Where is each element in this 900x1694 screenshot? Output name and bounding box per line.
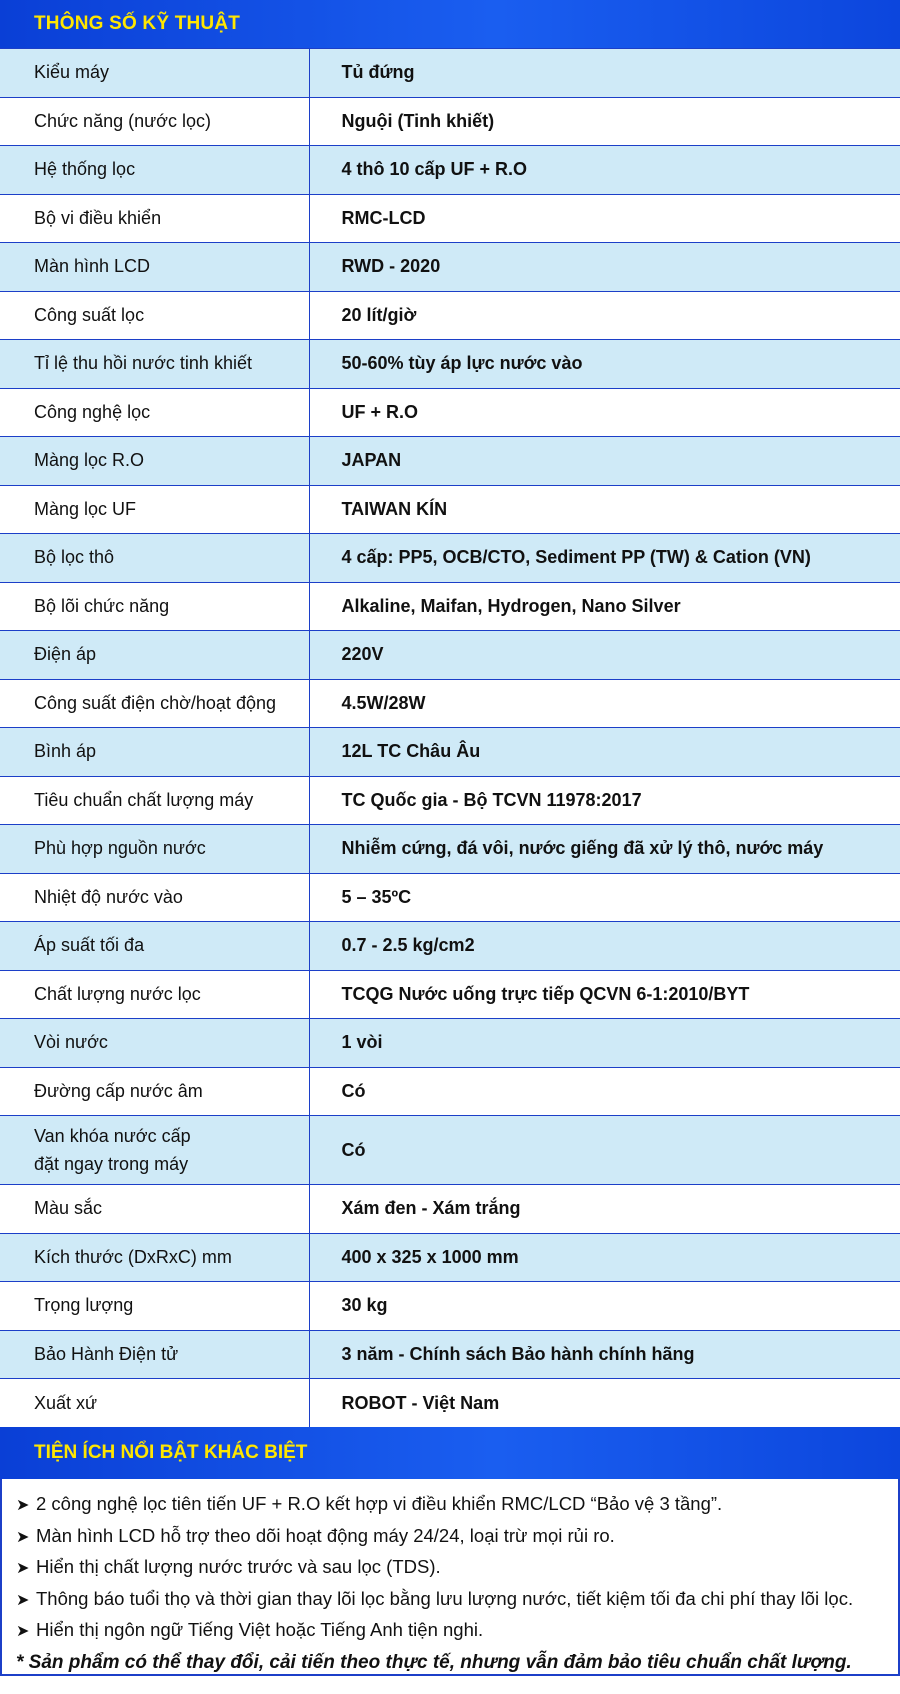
spec-label-text: Tiêu chuẩn chất lượng máy bbox=[34, 789, 254, 810]
arrow-right-icon: ➤ bbox=[16, 1591, 30, 1609]
spec-label bbox=[0, 437, 309, 486]
spec-value: UF + R.O bbox=[309, 388, 900, 437]
spec-label-text: Chất lượng nước lọc bbox=[34, 983, 201, 1004]
spec-label bbox=[0, 1233, 309, 1282]
spec-label bbox=[0, 485, 309, 534]
spec-row bbox=[0, 485, 900, 534]
features-title: TIỆN ÍCH NỔI BẬT KHÁC BIỆT bbox=[34, 1442, 308, 1463]
spec-label-text: Phù hợp nguồn nước bbox=[34, 838, 206, 859]
spec-row bbox=[0, 340, 900, 389]
arrow-right-icon: ➤ bbox=[16, 1623, 30, 1640]
spec-label-text: Bình áp bbox=[34, 741, 97, 762]
spec-row bbox=[0, 534, 900, 583]
spec-value: 3 năm - Chính sách Bảo hành chính hãng bbox=[309, 1330, 900, 1379]
spec-label-text: Bộ lọc thô bbox=[34, 547, 115, 568]
feature-item bbox=[16, 1552, 884, 1584]
spec-value: RMC-LCD bbox=[309, 194, 900, 243]
spec-label bbox=[0, 1067, 309, 1116]
spec-label-text: Công nghệ lọc bbox=[34, 401, 151, 422]
spec-value: 4 thô 10 cấp UF + R.O bbox=[309, 146, 900, 195]
spec-value: 400 x 325 x 1000 mm bbox=[309, 1233, 900, 1282]
spec-value: 30 kg bbox=[309, 1282, 900, 1331]
spec-label-text: Hệ thống lọc bbox=[34, 159, 136, 180]
spec-value: Tủ đứng bbox=[309, 49, 900, 98]
spec-label bbox=[0, 825, 309, 874]
spec-row bbox=[0, 1379, 900, 1428]
spec-row bbox=[0, 776, 900, 825]
spec-label bbox=[0, 631, 309, 680]
feature-text: Thông báo tuổi thọ và thời gian thay lõi lọc bằng lưu lượng nước, tiết kiệm tối đa chi phí thay lõi lọc. bbox=[36, 1587, 854, 1609]
specs-header bbox=[0, 0, 900, 48]
feature-item bbox=[16, 1489, 884, 1521]
spec-label bbox=[0, 1282, 309, 1331]
spec-row bbox=[0, 1067, 900, 1116]
spec-label bbox=[0, 582, 309, 631]
spec-row bbox=[0, 146, 900, 195]
feature-text: Hiển thị ngôn ngữ Tiếng Việt hoặc Tiếng Anh tiện nghi. bbox=[36, 1619, 484, 1640]
spec-value: TCQG Nước uống trực tiếp QCVN 6-1:2010/BYT bbox=[309, 970, 900, 1019]
spec-label bbox=[0, 1185, 309, 1234]
spec-value: ROBOT - Việt Nam bbox=[309, 1379, 900, 1428]
spec-label-text: Tỉ lệ thu hồi nước tinh khiết bbox=[34, 353, 252, 374]
spec-label bbox=[0, 970, 309, 1019]
spec-label-text: Công suất điện chờ/hoạt động bbox=[34, 692, 276, 713]
spec-row bbox=[0, 194, 900, 243]
spec-value: 5 – 35ºC bbox=[309, 873, 900, 922]
spec-label-text: Áp suất tối đa bbox=[34, 935, 145, 956]
spec-label bbox=[0, 534, 309, 583]
spec-label-text: Màng lọc R.O bbox=[34, 450, 145, 471]
feature-text: 2 công nghệ lọc tiên tiến UF + R.O kết hợp vi điều khiển RMC/LCD “Bảo vệ 3 tầng”. bbox=[36, 1493, 723, 1514]
specs-title: THÔNG SỐ KỸ THUẬT bbox=[34, 13, 241, 34]
spec-label-text: Công suất lọc bbox=[34, 304, 145, 325]
spec-value: 50-60% tùy áp lực nước vào bbox=[309, 340, 900, 389]
spec-label-text: Màn hình LCD bbox=[34, 256, 151, 277]
spec-row bbox=[0, 1185, 900, 1234]
spec-label-text-line2: đặt ngay trong máy bbox=[34, 1154, 189, 1174]
spec-label bbox=[0, 873, 309, 922]
spec-label-text: Kiểu máy bbox=[34, 62, 110, 83]
spec-row bbox=[0, 1019, 900, 1068]
spec-label-text: Màng lọc UF bbox=[34, 498, 137, 519]
spec-label bbox=[0, 340, 309, 389]
spec-value: Alkaline, Maifan, Hydrogen, Nano Silver bbox=[309, 582, 900, 631]
features-header bbox=[0, 1427, 900, 1479]
spec-label bbox=[0, 728, 309, 777]
spec-label-text: Nhiệt độ nước vào bbox=[34, 886, 183, 907]
spec-label bbox=[0, 243, 309, 292]
spec-row bbox=[0, 1233, 900, 1282]
spec-value: JAPAN bbox=[309, 437, 900, 486]
spec-label bbox=[0, 49, 309, 98]
spec-label-text: Van khóa nước cấp bbox=[34, 1126, 191, 1146]
arrow-right-icon: ➤ bbox=[16, 1497, 30, 1514]
feature-item bbox=[16, 1521, 884, 1553]
spec-label bbox=[0, 679, 309, 728]
spec-label bbox=[0, 1379, 309, 1428]
spec-label bbox=[0, 97, 309, 146]
spec-row bbox=[0, 631, 900, 680]
spec-label bbox=[0, 194, 309, 243]
spec-row bbox=[0, 873, 900, 922]
spec-value: Nhiễm cứng, đá vôi, nước giếng đã xử lý thô, nước máy bbox=[309, 825, 900, 874]
arrow-right-icon: ➤ bbox=[16, 1560, 30, 1577]
spec-row bbox=[0, 388, 900, 437]
spec-row bbox=[0, 97, 900, 146]
feature-item bbox=[16, 1584, 884, 1616]
spec-value: 20 lít/giờ bbox=[309, 291, 900, 340]
spec-label bbox=[0, 922, 309, 971]
spec-label bbox=[0, 291, 309, 340]
feature-text: Hiển thị chất lượng nước trước và sau lọc (TDS). bbox=[36, 1556, 441, 1577]
spec-value: TAIWAN KÍN bbox=[309, 485, 900, 534]
spec-value: 12L TC Châu Âu bbox=[309, 728, 900, 777]
spec-value: 220V bbox=[309, 631, 900, 680]
spec-label-text: Màu sắc bbox=[34, 1198, 103, 1219]
spec-label-text: Chức năng (nước lọc) bbox=[34, 110, 211, 131]
spec-row bbox=[0, 437, 900, 486]
spec-label-text: Bảo Hành Điện tử bbox=[34, 1343, 179, 1364]
spec-row bbox=[0, 970, 900, 1019]
spec-value: Nguội (Tinh khiết) bbox=[309, 97, 900, 146]
spec-label bbox=[0, 776, 309, 825]
spec-row bbox=[0, 291, 900, 340]
spec-row bbox=[0, 243, 900, 292]
spec-row bbox=[0, 679, 900, 728]
spec-label-text: Xuất xứ bbox=[34, 1392, 98, 1413]
spec-row bbox=[0, 728, 900, 777]
spec-value: TC Quốc gia - Bộ TCVN 11978:2017 bbox=[309, 776, 900, 825]
feature-text: Màn hình LCD hỗ trợ theo dõi hoạt động máy 24/24, loại trừ mọi rủi ro. bbox=[36, 1524, 615, 1546]
spec-value: Có bbox=[309, 1067, 900, 1116]
spec-row bbox=[0, 582, 900, 631]
spec-label bbox=[0, 1019, 309, 1068]
arrow-right-icon: ➤ bbox=[16, 1528, 30, 1546]
spec-label bbox=[0, 1116, 309, 1185]
spec-label-text: Kích thước (DxRxC) mm bbox=[34, 1246, 232, 1267]
spec-label-text: Đường cấp nước âm bbox=[34, 1080, 203, 1101]
spec-row bbox=[0, 1116, 900, 1185]
specs-table bbox=[0, 48, 900, 1427]
disclaimer-note: * Sản phẩm có thể thay đổi, cải tiến theo thực tế, nhưng vẫn đảm bảo tiêu chuẩn chất lượng. bbox=[16, 1651, 852, 1673]
spec-label-text: Điện áp bbox=[34, 644, 97, 665]
spec-value: 0.7 - 2.5 kg/cm2 bbox=[309, 922, 900, 971]
spec-label-text: Bộ lõi chức năng bbox=[34, 595, 170, 616]
spec-label bbox=[0, 1330, 309, 1379]
features-box bbox=[0, 1479, 900, 1676]
spec-value: Có bbox=[309, 1116, 900, 1185]
spec-label bbox=[0, 146, 309, 195]
spec-label-text: Trọng lượng bbox=[34, 1295, 134, 1316]
feature-item bbox=[16, 1615, 884, 1647]
spec-row bbox=[0, 1282, 900, 1331]
spec-row bbox=[0, 49, 900, 98]
spec-value: 1 vòi bbox=[309, 1019, 900, 1068]
spec-value: 4.5W/28W bbox=[309, 679, 900, 728]
spec-label-text: Vòi nước bbox=[34, 1032, 108, 1053]
spec-row bbox=[0, 1330, 900, 1379]
spec-row bbox=[0, 922, 900, 971]
spec-value: Xám đen - Xám trắng bbox=[309, 1185, 900, 1234]
spec-value: 4 cấp: PP5, OCB/CTO, Sediment PP (TW) & Cation (VN) bbox=[309, 534, 900, 583]
spec-row bbox=[0, 825, 900, 874]
spec-label bbox=[0, 388, 309, 437]
spec-label-text: Bộ vi điều khiển bbox=[34, 207, 162, 228]
spec-value: RWD - 2020 bbox=[309, 243, 900, 292]
